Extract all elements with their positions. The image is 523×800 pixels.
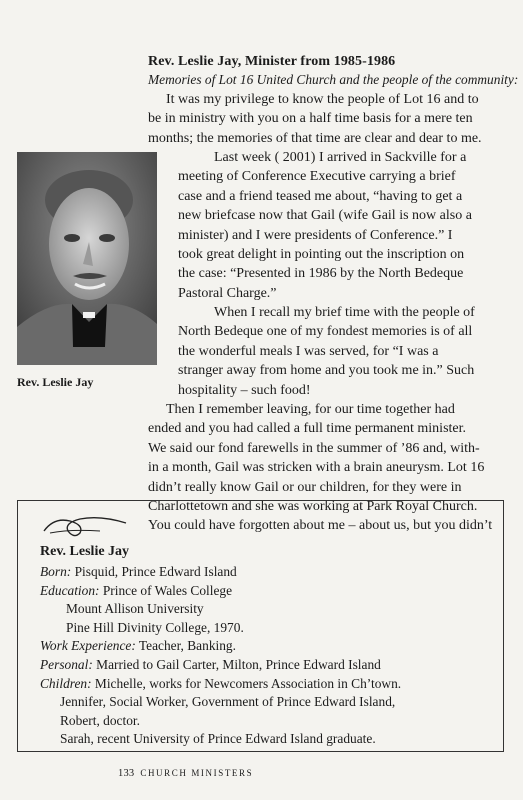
bio-born-value: Pisquid, Prince Edward Island [71,564,237,579]
bio-education [40,582,401,601]
bio-children-value: Michelle, works for Newcomers Association in Ch’town. [91,675,402,691]
flourish-ornament [40,511,130,537]
bio-children [40,675,401,694]
text-line: Pastoral Charge.” [178,285,277,301]
text-line: North Bedeque one of my fondest memories is of all [178,324,473,340]
portrait-image [17,152,157,365]
bio-personal [40,656,401,675]
bio-personal-value: Married to Gail Carter, Milton, Prince Edward Island [92,656,381,672]
text-line: We said our fond farewells in the summer of ’86 and, with- [148,440,480,456]
text-line: in a month, Gail was stricken with a brain aneurysm. Lot 16 [148,460,485,476]
bio-education-line: Pine Hill Divinity College, 1970. [66,619,244,635]
bio-children-line: Sarah, recent University of Prince Edward Island graduate. [60,731,376,747]
section-title: CHURCH MINISTERS [140,768,254,778]
bio-work [40,637,401,656]
text-line: new briefcase now that Gail (wife Gail is now also a [178,208,472,224]
bio-details [40,563,401,749]
paragraph-3 [178,303,488,400]
text-line: You could have forgotten about me – about us, but you didn’t [148,518,493,534]
bio-work-label: Work Experience: [40,638,136,654]
bio-personal-label: Personal: [40,656,93,672]
text-line: be in ministry with you on a half time basis for a mere ten [148,111,473,127]
bio-education-label: Education: [40,582,100,598]
bio-born-label: Born: [40,564,72,579]
text-line: Last week ( 2001) I arrived in Sackville for a [214,150,467,165]
bio-education-line: Mount Allison University [66,601,204,617]
bio-name: Rev. Leslie Jay [40,544,130,559]
page-number: 133 [118,768,135,779]
portrait-photo [17,152,157,365]
bio-box [17,500,504,752]
text-line: the case: “Presented in 1986 by the North Bedeque [178,266,464,282]
photo-caption: Rev. Leslie Jay [17,375,94,389]
paragraph-2 [178,148,488,303]
text-line: Then I remember leaving, for our time together had [166,402,455,417]
bio-children-label: Children: [40,675,92,691]
bio-born [40,563,401,582]
text-line: the wonderful meals I was served, for “I was a [178,343,439,359]
bio-education-value: Prince of Wales College [99,582,233,598]
bio-children-line: Jennifer, Social Worker, Government of Prince Edward Island, [60,694,396,710]
text-line: didn’t really know Gail or our children, for they were in [148,479,462,495]
text-line: When I recall my brief time with the people of [214,305,475,320]
text-line: meeting of Conference Executive carrying a brief [178,169,456,185]
paragraph-1 [148,90,488,148]
text-line: stranger away from home and you took me in.” Such [178,363,475,379]
text-line: ended and you had called a full time permanent minister. [148,421,467,437]
text-line: Charlottetown and she was working at Park Royal Church. [148,499,478,515]
page-footer [118,768,253,779]
bio-work-value: Teacher, Banking. [135,638,236,654]
text-line: It was my privilege to know the people of Lot 16 and to [166,92,479,107]
text-line: case and a friend teased me about, “having to get a [178,188,463,204]
bio-children-line: Robert, doctor. [60,712,140,728]
text-line: took great delight in pointing out the inscription on [178,247,465,263]
article-heading: Rev. Leslie Jay, Minister from 1985-1986 [148,54,396,69]
text-line: months; the memories of that time are clear and dear to me. [148,130,482,146]
text-line: minister) and I were presidents of Conference.” I [178,227,453,243]
text-line: hospitality – such food! [178,382,311,398]
article-subheading: Memories of Lot 16 United Church and the people of the community: [148,72,519,87]
